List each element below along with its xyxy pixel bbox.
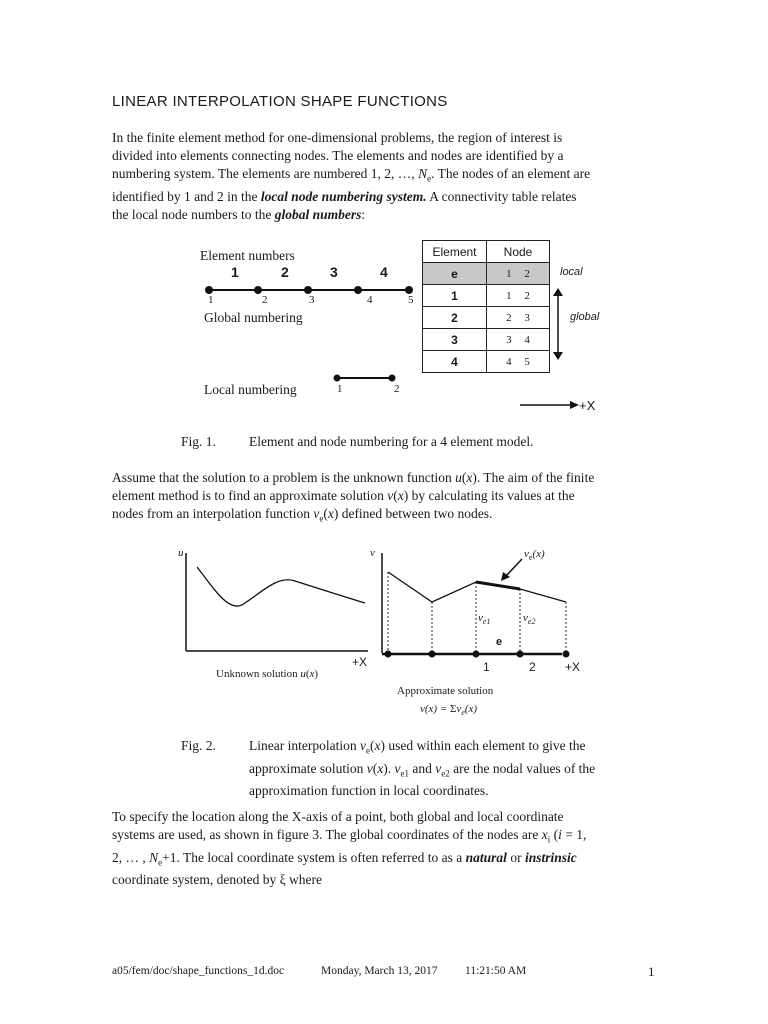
unknown-solution-caption: Unknown solution u(x) — [216, 668, 319, 680]
assume-line-1: Assume that the solution to a problem is the unknown function u(x). The aim of the finite — [112, 470, 595, 485]
global-node-dot — [205, 286, 213, 294]
fig1-caption-text: Element and node numbering for a 4 element model. — [249, 434, 534, 449]
ve1-label: $v_{e1}$ — [478, 612, 491, 627]
local-numbering-label: Local numbering — [204, 382, 297, 397]
local-tag: local — [560, 266, 583, 278]
coordinate-paragraph — [112, 808, 652, 889]
node-dot — [385, 651, 392, 658]
ve-pointer-arrow — [506, 559, 522, 576]
table-cell-nodes: 2 3 — [487, 307, 550, 329]
element-numbers-label: Element numbers — [200, 248, 295, 263]
column-header: Node — [487, 241, 550, 263]
coord-line-2: systems are used, as shown in figure 3. The global coordinates of the nodes are $x_i$ (i = 1, — [112, 827, 587, 845]
solution-plots — [170, 545, 590, 670]
table-cell-element: 2 — [423, 307, 487, 329]
global-node-number: 4 — [367, 294, 373, 306]
fig1-caption-label: Fig. 1. — [181, 434, 216, 449]
unknown-solution-curve — [197, 567, 365, 606]
node-dot — [473, 651, 480, 658]
footer-file-path: a05/fem/doc/shape_functions_1d.doc — [112, 965, 285, 977]
table-cell-element: e — [423, 263, 487, 285]
table-cell-nodes: 4 5 — [487, 351, 550, 373]
table-row — [423, 263, 550, 285]
intro-line-4: identified by 1 and 2 in the local node numbering system. A connectivity table relates — [112, 188, 577, 204]
global-node-dot — [354, 286, 362, 294]
intro-line-3: numbering system. The elements are numbered 1, 2, …, $N_e$. The nodes of an element are — [112, 166, 591, 184]
table-row — [423, 329, 550, 351]
global-node-number: 2 — [262, 294, 268, 306]
connectivity-table — [422, 240, 550, 373]
global-tag: global — [570, 311, 600, 323]
footer-date: Monday, March 13, 2017 — [321, 965, 438, 977]
table-cell-nodes: 3 4 — [487, 329, 550, 351]
fig2-caption-line-2: approximate solution v(x). $v_{e1}$ and $v_{e2}$ are the nodal values of the — [249, 760, 596, 779]
node-dot — [429, 651, 436, 658]
table-cell-element: 4 — [423, 351, 487, 373]
element-number: 3 — [330, 264, 338, 280]
table-cell-element: 1 — [423, 285, 487, 307]
v-axis-label: v — [370, 547, 375, 559]
element-interpolation-segment — [476, 582, 520, 589]
intro-line-1: In the finite element method for one-dimensional problems, the region of interest is — [112, 130, 563, 145]
local-node-dot — [389, 375, 396, 382]
global-node-number: 3 — [309, 294, 315, 306]
global-node-dot — [254, 286, 262, 294]
ve2-label: $v_{e2}$ — [523, 612, 536, 627]
global-node-number: 5 — [408, 294, 414, 306]
element-number: 2 — [281, 264, 289, 280]
coord-line-3: 2, … , $N_e+1$. The local coordinate system is often referred to as a natural or instrinsic — [112, 849, 577, 868]
global-numbering-label: Global numbering — [204, 310, 303, 325]
node-dot — [563, 651, 570, 658]
local-node-2-label: 2 — [529, 660, 536, 674]
table-row — [423, 285, 550, 307]
page-number: 1 — [648, 964, 655, 979]
global-node-dot — [405, 286, 413, 294]
page-title: LINEAR INTERPOLATION SHAPE FUNCTIONS — [112, 93, 448, 110]
intro-line-5: the local node numbers to the global numbers: — [112, 206, 366, 222]
local-node-dot — [334, 375, 341, 382]
fig2-caption-text — [249, 737, 649, 800]
element-number: 4 — [380, 264, 388, 280]
node-dot — [517, 651, 524, 658]
approx-solution-caption: Approximate solution — [397, 685, 494, 697]
local-node-1-label: 1 — [483, 660, 490, 674]
table-cell-element: 3 — [423, 329, 487, 351]
local-node-number: 1 — [337, 383, 343, 395]
plus-x-arrow — [520, 399, 580, 411]
intro-paragraph — [112, 129, 652, 224]
intro-line-2: divided into elements connecting nodes. The elements and nodes are identified by a — [112, 148, 564, 163]
table-header-row — [423, 241, 550, 263]
footer-time: 11:21:50 AM — [465, 965, 527, 977]
coord-line-4: coordinate system, denoted by ξ where — [112, 872, 322, 888]
approx-solution-polyline — [388, 572, 566, 602]
global-range-arrow — [550, 288, 566, 360]
assume-line-2: element method is to find an approximate solution v(x) by calculating its values at the — [112, 488, 575, 503]
element-e-label: e — [496, 636, 503, 648]
table-cell-nodes: 1 2 — [487, 263, 550, 285]
fig2-caption-line-3: approximation function in local coordinates. — [249, 783, 489, 799]
fig2-caption-line-1: Linear interpolation $v_e(x)$ used within each element to give the — [249, 738, 586, 756]
column-header: Element — [423, 241, 487, 263]
approx-formula: $v(x) = \Sigma v_e(x)$ — [420, 703, 478, 718]
element-number: 1 — [231, 264, 239, 280]
table-cell-nodes: 1 2 — [487, 285, 550, 307]
fig2-caption-label: Fig. 2. — [181, 738, 216, 753]
global-node-dot — [304, 286, 312, 294]
assume-line-3: nodes from an interpolation function $v_e(x)$ defined between two nodes. — [112, 506, 493, 524]
local-node-number: 2 — [394, 383, 400, 395]
global-node-number: 1 — [208, 294, 214, 306]
right-plus-x-label: +X — [565, 660, 581, 674]
table-row — [423, 351, 550, 373]
assume-paragraph — [112, 469, 652, 528]
coord-line-1: To specify the location along the X-axis of a point, both global and local coordinate — [112, 809, 564, 824]
left-plus-x-label: +X — [352, 655, 368, 669]
u-axis-label: u — [178, 547, 184, 559]
table-row — [423, 307, 550, 329]
ve-label: $v_e(x)$ — [524, 548, 545, 563]
plus-x-label: +X — [579, 398, 596, 413]
